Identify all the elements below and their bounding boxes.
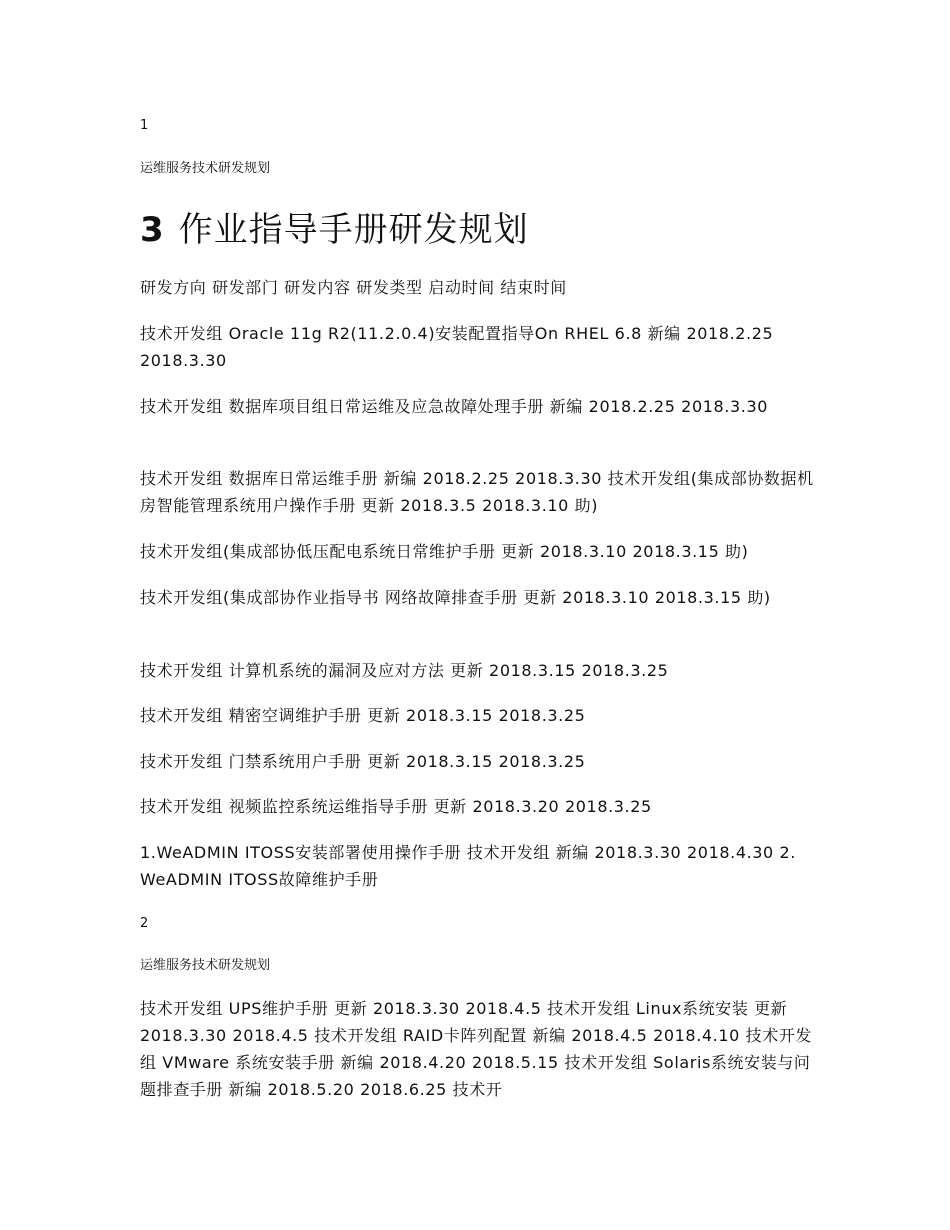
plan-entry: 技术开发组(集成部协作业指导书 网络故障排查手册 更新 2018.3.10 2018.3.15 助): [140, 588, 771, 607]
column-header-line: 研发方向 研发部门 研发内容 研发类型 启动时间 结束时间: [140, 278, 567, 297]
running-head: 运维服务技术研发规划: [140, 958, 271, 973]
section-title: 作业指导手册研发规划: [178, 210, 529, 250]
plan-entry: 技术开发组 数据库项目组日常运维及应急故障处理手册 新编 2018.2.25 2018.3.30: [140, 397, 769, 416]
plan-entry: 技术开发组 精密空调维护手册 更新 2018.3.15 2018.3.25: [140, 706, 586, 725]
plan-entry: 技术开发组 Oracle 11g R2(11.2.0.4)安装配置指导On RHEL 6.8 新编 2018.2.25 2018.3.30: [140, 324, 774, 370]
plan-entry: 技术开发组(集成部协低压配电系统日常维护手册 更新 2018.3.10 2018.3.15 助): [140, 542, 749, 561]
plan-entry: 技术开发组 UPS维护手册 更新 2018.3.30 2018.4.5 技术开发组 Linux系统安装 更新 2018.3.30 2018.4.5 技术开发组 RAID卡阵列配置 新编 2018.4.5 2018.4.10 技术开发组 VMware 系统安装手册 新编 2018.4.20 2018.5.15 技术开发组 Solaris系统安装与问题排查手册 新编 2018.5.20 2018.6.25 技术开: [140, 999, 813, 1099]
plan-entry: 技术开发组 门禁系统用户手册 更新 2018.3.15 2018.3.25: [140, 752, 586, 771]
section-number: 3: [140, 210, 165, 250]
plan-entry: 技术开发组 视频监控系统运维指导手册 更新 2018.3.20 2018.3.25: [140, 797, 652, 816]
plan-entry: 技术开发组 计算机系统的漏洞及应对方法 更新 2018.3.15 2018.3.25: [140, 661, 669, 680]
page-number: 1: [140, 118, 149, 133]
section-heading: [140, 206, 529, 254]
plan-entry: 技术开发组 数据库日常运维手册 新编 2018.2.25 2018.3.30 技术开发组(集成部协数据机房智能管理系统用户操作手册 更新 2018.3.5 2018.3.10 助): [140, 469, 814, 515]
running-head: 运维服务技术研发规划: [140, 161, 271, 176]
plan-entry: 1.WeADMIN ITOSS安装部署使用操作手册 技术开发组 新编 2018.3.30 2018.4.30 2. WeADMIN ITOSS故障维护手册: [140, 843, 796, 889]
page-number: 2: [140, 916, 149, 931]
